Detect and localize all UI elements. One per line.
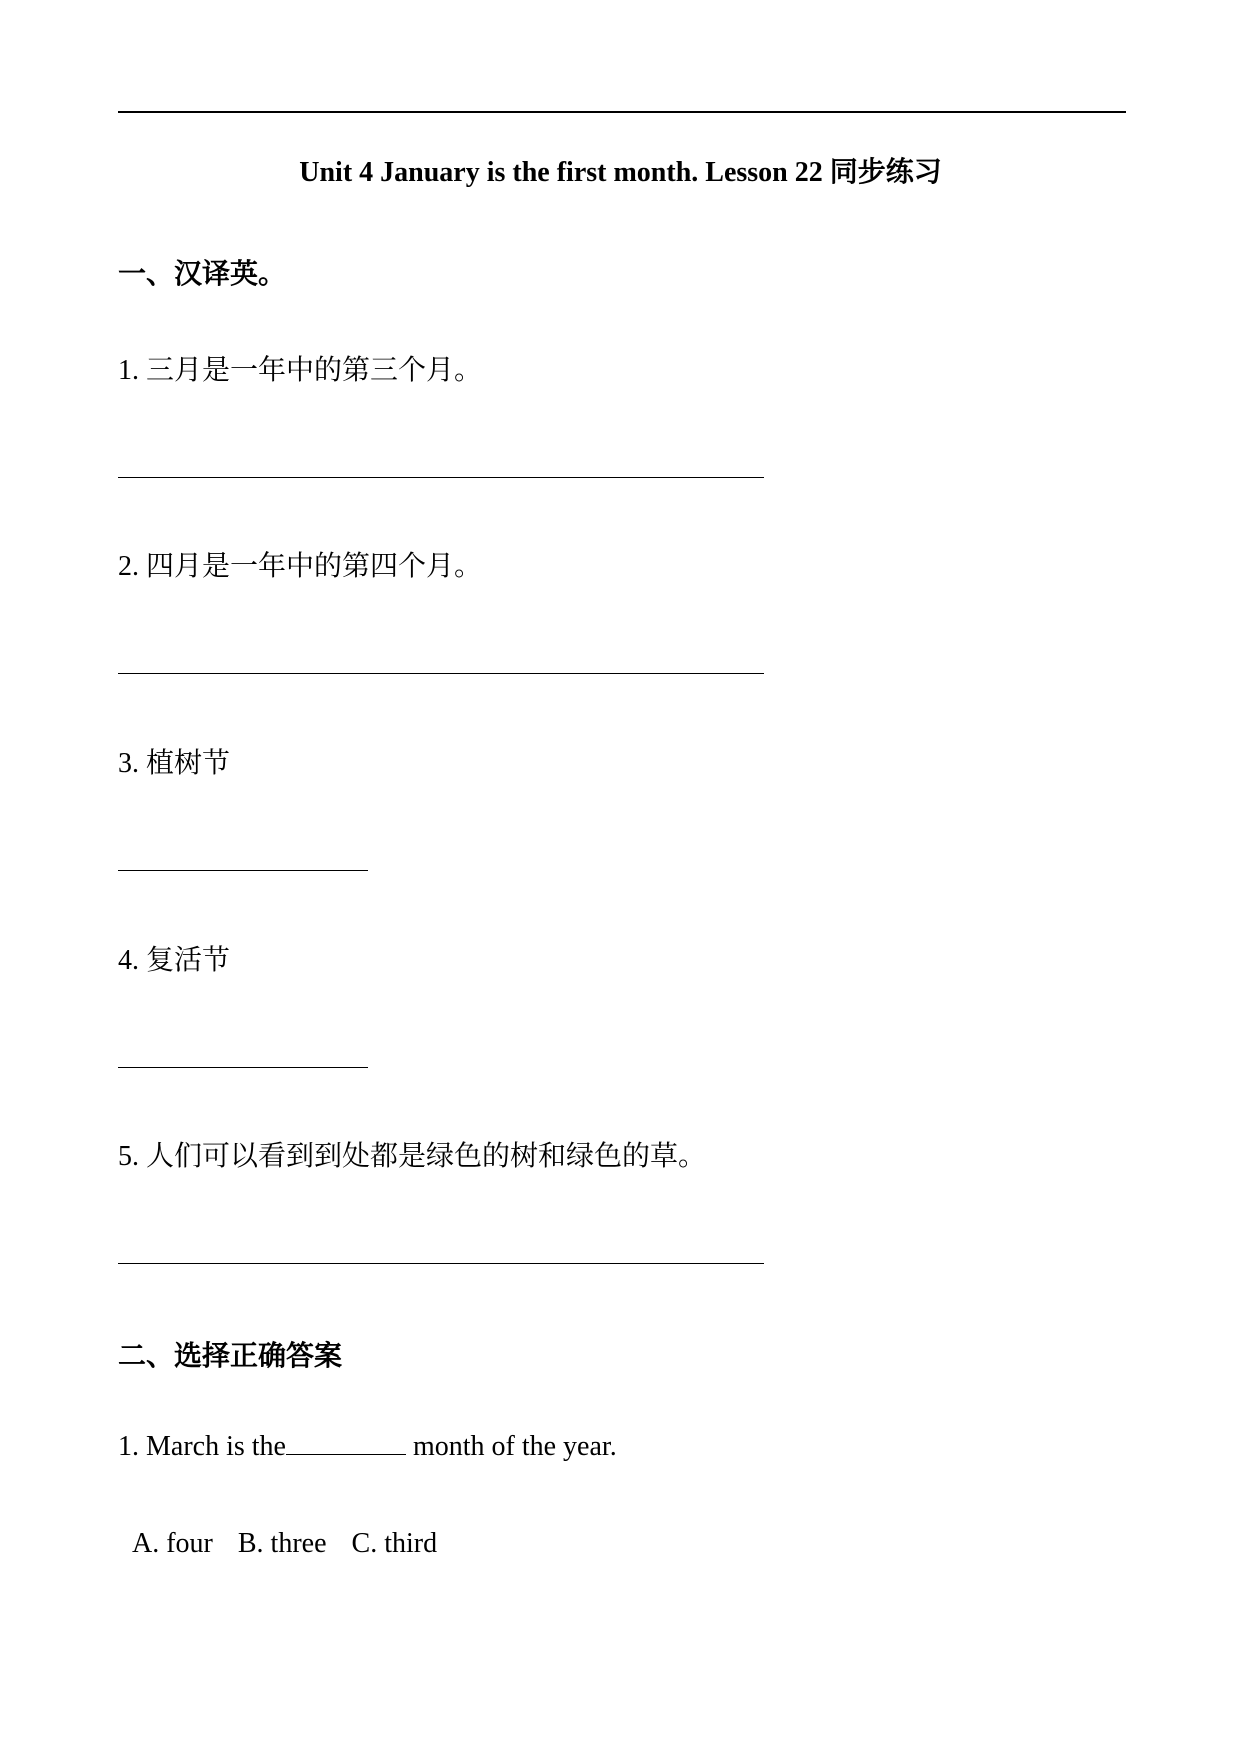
section1-heading: 一、汉译英。: [118, 259, 287, 290]
answer-line-5[interactable]: [118, 1263, 764, 1264]
answer-line-2[interactable]: [118, 673, 764, 674]
answer-line-4[interactable]: [118, 1067, 368, 1068]
answer-line-1[interactable]: [118, 477, 764, 478]
section1-question-1: 1. 三月是一年中的第三个月。: [118, 355, 483, 386]
header-rule: [118, 111, 1126, 113]
question-text-end: month of the year.: [405, 1431, 617, 1462]
section2-question-1: [118, 1430, 617, 1463]
answer-options: [132, 1528, 455, 1560]
section1-question-2: 2. 四月是一年中的第四个月。: [118, 551, 483, 582]
section1-question-5: 5. 人们可以看到到处都是绿色的树和绿色的草。: [118, 1141, 707, 1172]
section2-heading: 二、选择正确答案: [118, 1341, 343, 1372]
section1-question-3: 3. 植树节: [118, 748, 231, 779]
page-title: Unit 4 January is the first month. Lesson 22 同步练习: [299, 157, 942, 188]
question-text-start: 1. March is the: [118, 1431, 286, 1462]
option-b[interactable]: B. three: [237, 1528, 327, 1559]
section1-question-4: 4. 复活节: [118, 945, 231, 976]
answer-line-3[interactable]: [118, 870, 368, 871]
option-a[interactable]: A. four: [132, 1528, 213, 1559]
option-c[interactable]: C. third: [351, 1528, 438, 1559]
fill-in-blank[interactable]: [286, 1430, 406, 1455]
